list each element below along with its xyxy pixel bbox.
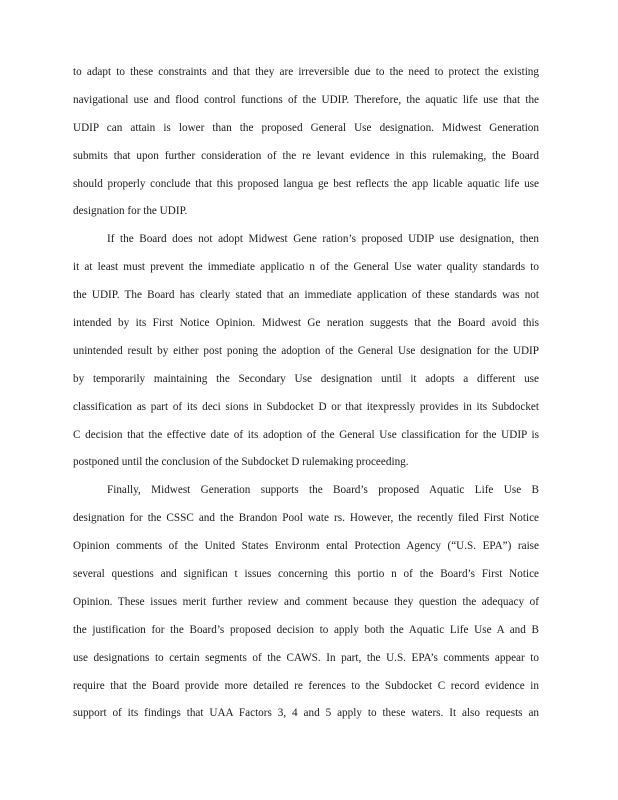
text-line: the UDIP. The Board has clearly stated that an immediate application of these standards was not (73, 289, 539, 302)
text-line: If the Board does not adopt Midwest Gene ration’s proposed UDIP use designation, then (107, 233, 539, 246)
text-line: the justification for the Board’s proposed decision to apply both the Aquatic Life Use A and B (73, 623, 539, 636)
text-line: use designations to certain segments of the CAWS. In part, the U.S. EPA’s comments appear to (73, 651, 539, 664)
text-line: require that the Board provide more detailed re ferences to the Subdocket C record evidence in (73, 679, 539, 692)
text-line: postponed until the conclusion of the Subdocket D rulemaking proceeding. (73, 456, 409, 469)
text-line: support of its findings that UAA Factors 3, 4 and 5 apply to these waters. It also requests an (73, 707, 539, 720)
text-line: UDIP can attain is lower than the proposed General Use designation. Midwest Generation (73, 121, 539, 134)
text-line: designation for the CSSC and the Brandon Pool wate rs. However, the recently filed First Notice (73, 512, 539, 525)
text-line: navigational use and flood control functions of the UDIP. Therefore, the aquatic life use that the (73, 93, 539, 106)
body-text (73, 64, 539, 733)
text-line: submits that upon further consideration of the re levant evidence in this rulemaking, the Board (73, 149, 539, 162)
text-line: C decision that the effective date of its adoption of the General Use classification for the UDIP is (73, 428, 539, 441)
text-line: Finally, Midwest Generation supports the Board’s proposed Aquatic Life Use B (107, 484, 539, 497)
text-line: unintended result by either post poning the adoption of the General Use designation for the UDIP (73, 344, 539, 357)
text-line: designation for the UDIP. (73, 205, 188, 218)
text-line: should properly conclude that this proposed langua ge best reflects the app licable aquatic life use (73, 177, 539, 190)
text-line: classification as part of its deci sions in Subdocket D or that itexpressly provides in its Subdocket (73, 400, 539, 413)
text-line: by temporarily maintaining the Secondary Use designation until it adopts a different use (73, 372, 539, 385)
text-line: intended by its First Notice Opinion. Midwest Ge neration suggests that the Board avoid this (73, 317, 539, 330)
text-line: to adapt to these constraints and that they are irreversible due to the need to protect the existing (73, 66, 539, 78)
text-line: several questions and significan t issues concerning this portio n of the Board’s First Notice (73, 568, 539, 581)
text-line: it at least must prevent the immediate applicatio n of the General Use water quality standards to (73, 261, 539, 274)
text-line: Opinion. These issues merit further review and comment because they question the adequacy of (73, 595, 539, 608)
text-line: Opinion comments of the United States Environm ental Protection Agency (“U.S. EPA”) raise (73, 540, 539, 553)
